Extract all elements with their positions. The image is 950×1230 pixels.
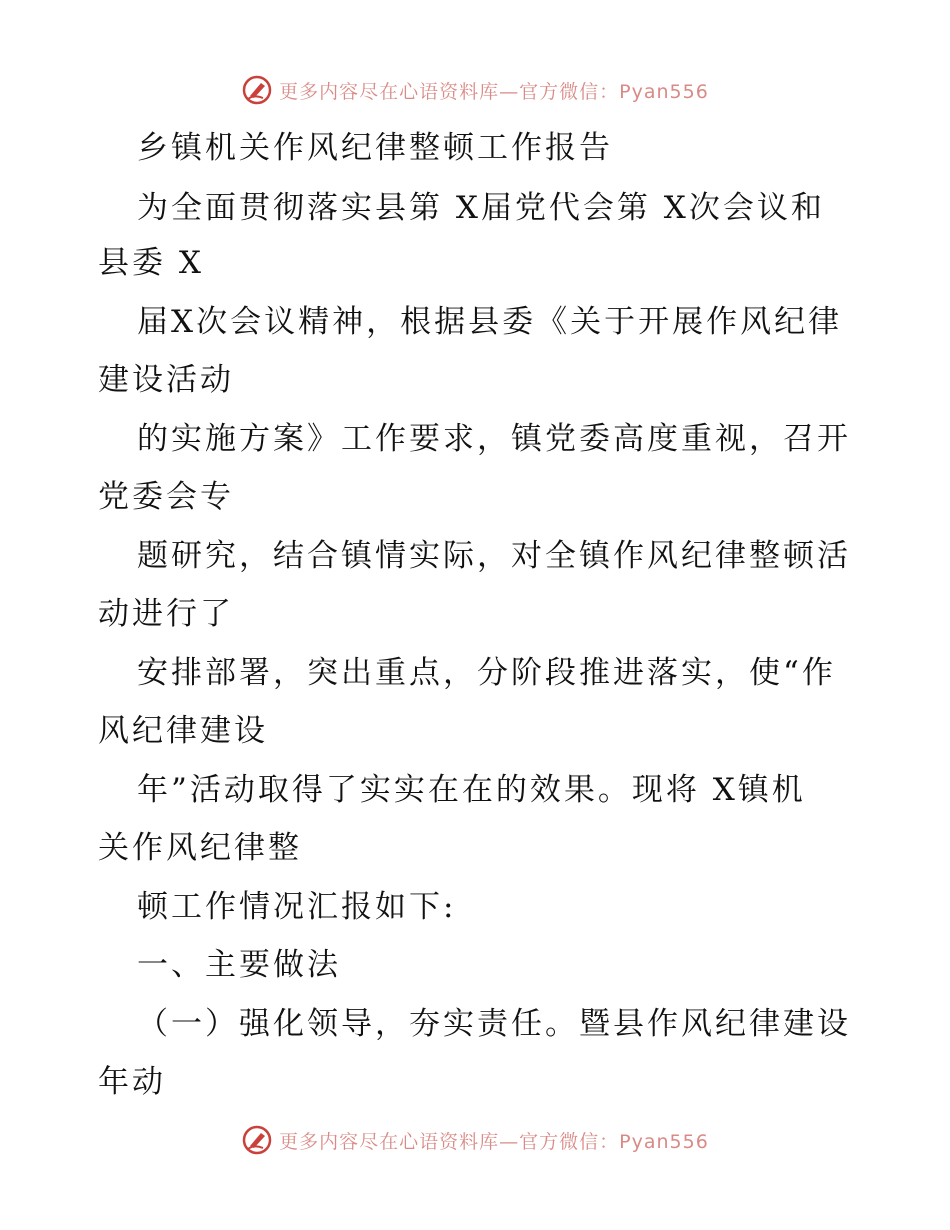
document-line: 安排部署，突出重点，分阶段推进落实，使“作 [137,655,836,691]
document-title: 乡镇机关作风纪律整顿工作报告 [137,130,613,166]
watermark-handle: Pyan556 [619,1130,709,1153]
watermark-handle: Pyan556 [619,80,709,103]
brand-logo-icon [241,74,273,106]
brand-logo-icon [241,1124,273,1156]
watermark-text: 更多内容尽在心语资料库—官方微信： [279,80,620,103]
document-line: 题研究，结合镇情实际，对全镇作风纪律整顿活 [137,538,851,574]
document-line: 关作风纪律整 [98,830,302,866]
document-line: 动进行了 [98,596,234,632]
document-line: 县委 X [98,245,204,281]
watermark-text: 更多内容尽在心语资料库—官方微信： [279,1130,620,1153]
document-line: 的实施方案》工作要求，镇党委高度重视，召开 [137,421,851,457]
document-line: 顿工作情况汇报如下: [137,889,457,925]
watermark-banner-top [0,70,950,110]
watermark-banner-bottom [0,1120,950,1160]
document-line: 届X次会议精神，根据县委《关于开展作风纪律 [137,304,843,340]
document-line: 为全面贯彻落实县第 X届党代会第 X次会议和 [137,190,825,226]
document-line: 党委会专 [98,479,234,515]
document-line: 年”活动取得了实实在在的效果。现将 X镇机 [137,772,806,808]
subsection-heading: （一）强化领导，夯实责任。暨县作风纪律建设 [137,1006,851,1042]
document-line: 年动 [98,1064,166,1100]
document-line: 建设活动 [98,362,234,398]
document-line: 风纪律建设 [98,713,268,749]
section-heading: 一、主要做法 [137,947,341,983]
